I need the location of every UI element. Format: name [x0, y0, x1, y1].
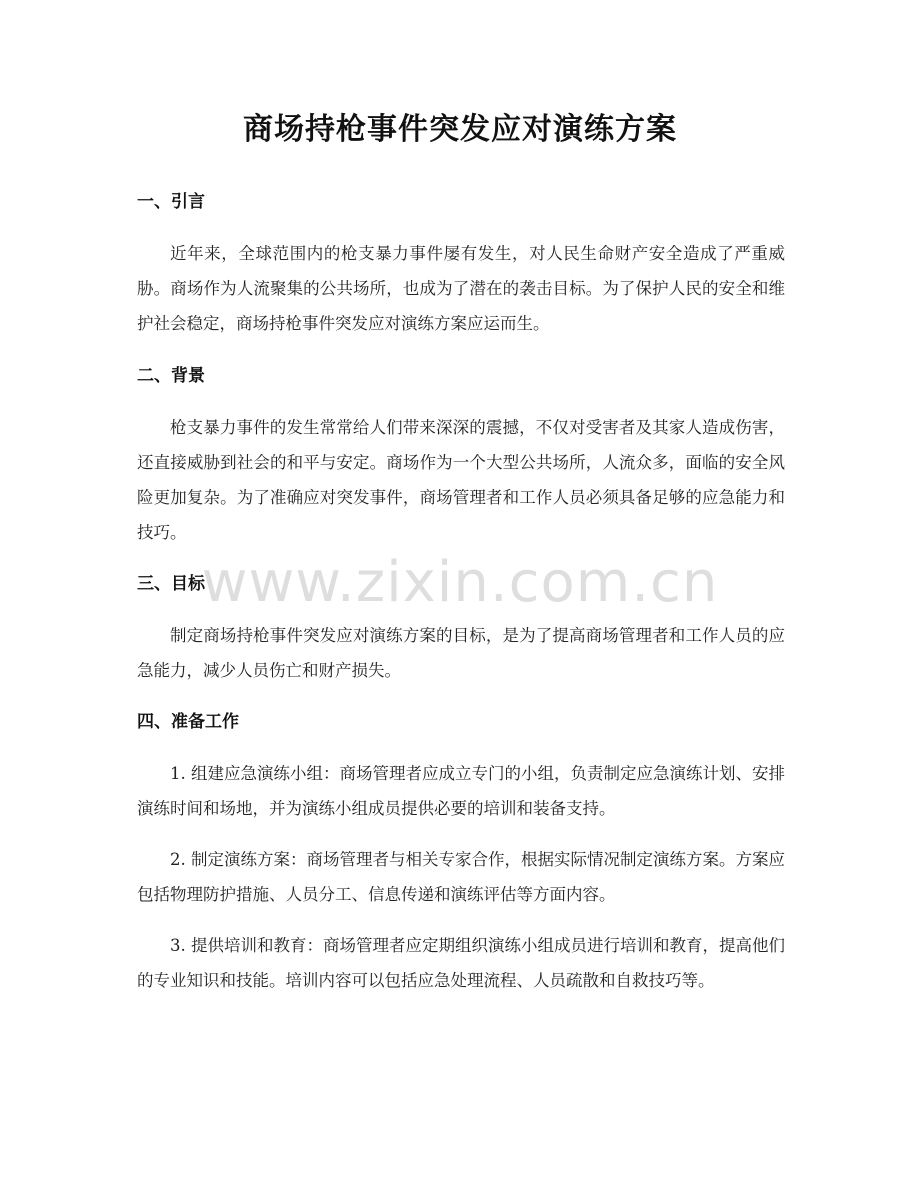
watermark: www.zixin.com.cn	[201, 550, 719, 615]
list-item-preparation-3: 3. 提供培训和教育：商场管理者应定期组织演练小组成员进行培训和教育，提高他们的专业知识和技能。培训内容可以包括应急处理流程、人员疏散和自救技巧等。	[137, 936, 785, 990]
paragraph-goal: 制定商场持枪事件突发应对演练方案的目标，是为了提高商场管理者和工作人员的应急能力，减少人员伤亡和财产损失。	[137, 626, 785, 680]
list-item-preparation-2: 2. 制定演练方案：商场管理者与相关专家合作，根据实际情况制定演练方案。方案应包括物理防护措施、人员分工、信息传递和演练评估等方面内容。	[137, 850, 785, 904]
section-heading-goal: 三、目标	[137, 574, 205, 594]
document-title: 商场持枪事件突发应对演练方案	[243, 112, 677, 147]
section-heading-background: 二、背景	[137, 366, 205, 386]
section-heading-preparation: 四、准备工作	[137, 712, 239, 732]
paragraph-background: 枪支暴力事件的发生常常给人们带来深深的震撼，不仅对受害者及其家人造成伤害，还直接威胁到社会的和平与安定。商场作为一个大型公共场所，人流众多，面临的安全风险更加复杂。为了准确应对突发事件，商场管理者和工作人员必须具备足够的应急能力和技巧。	[137, 418, 785, 542]
section-heading-introduction: 一、引言	[137, 192, 205, 212]
list-item-preparation-1: 1. 组建应急演练小组：商场管理者应成立专门的小组，负责制定应急演练计划、安排演练时间和场地，并为演练小组成员提供必要的培训和装备支持。	[137, 764, 785, 818]
paragraph-introduction: 近年来，全球范围内的枪支暴力事件屡有发生，对人民生命财产安全造成了严重威胁。商场作为人流聚集的公共场所，也成为了潜在的袭击目标。为了保护人民的安全和维护社会稳定，商场持枪事件突发应对演练方案应运而生。	[137, 244, 785, 333]
